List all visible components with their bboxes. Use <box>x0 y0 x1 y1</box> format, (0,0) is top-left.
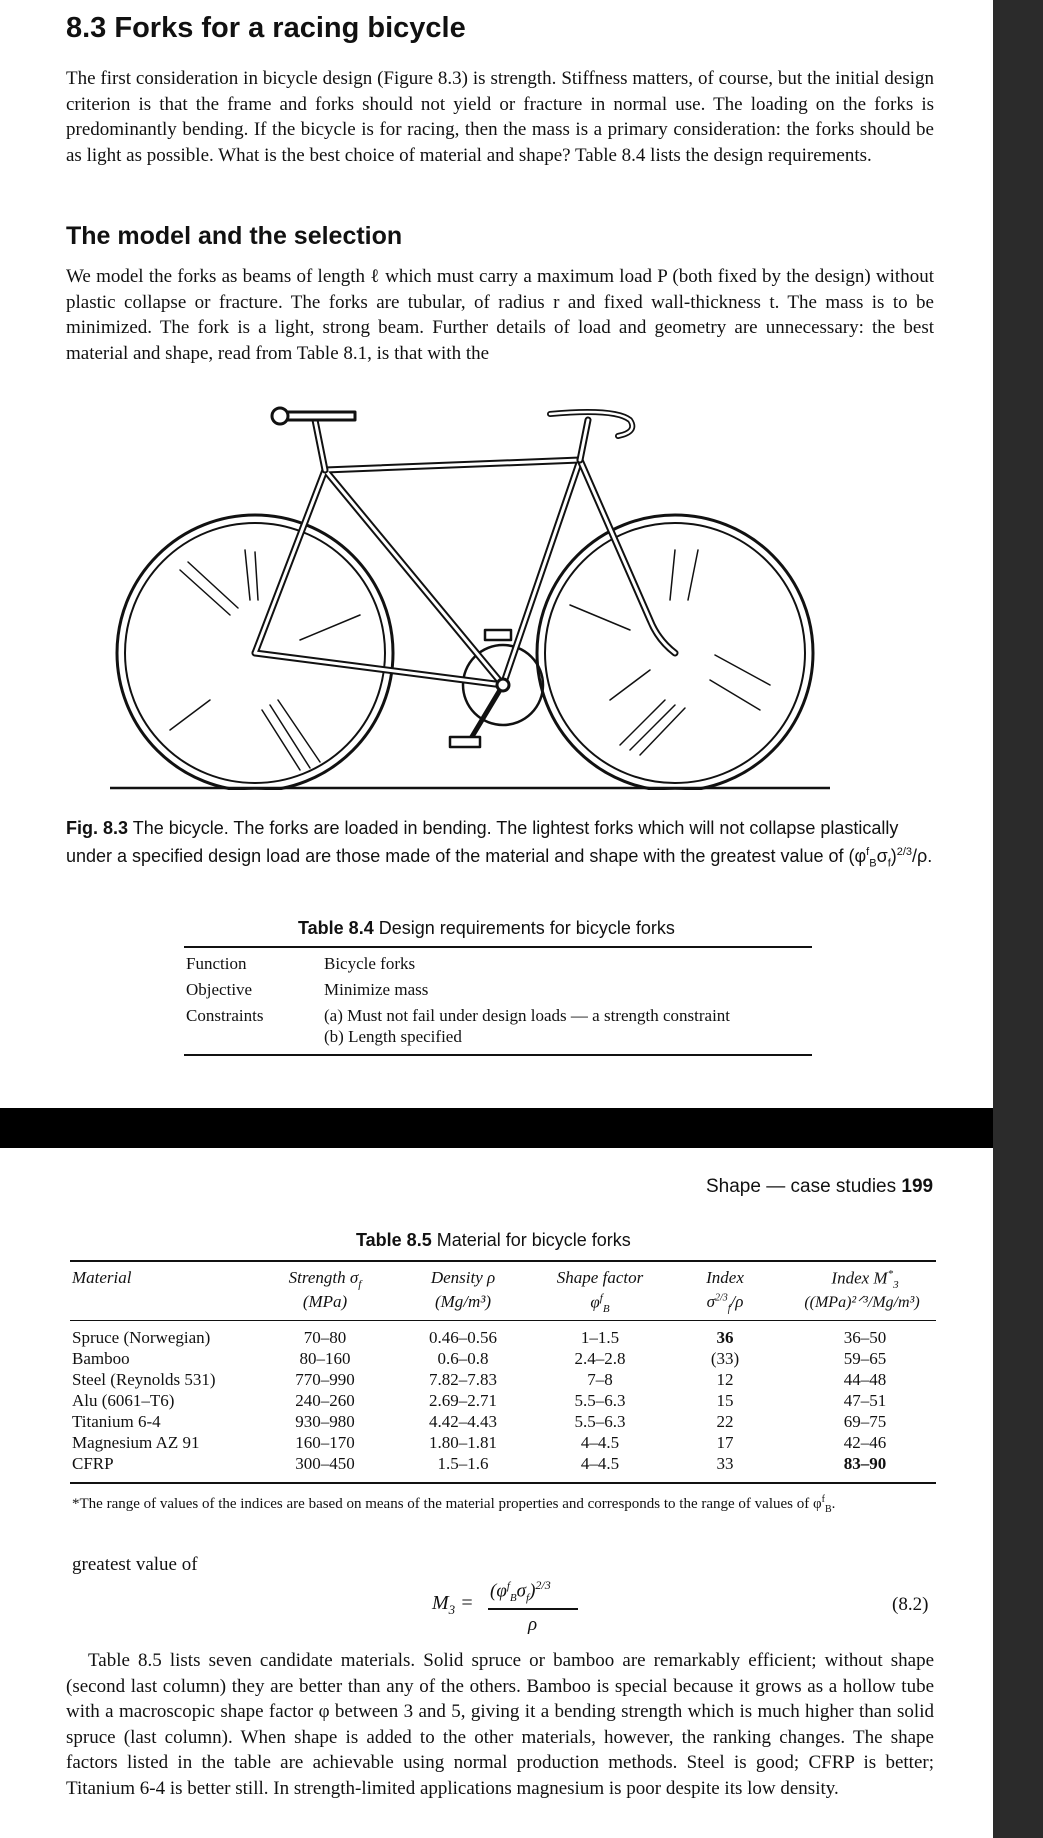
table85-cell-strength: 160–170 <box>295 1433 355 1452</box>
section-title: 8.3 Forks for a racing bicycle <box>66 12 466 44</box>
caption-close: ) <box>890 846 897 866</box>
header-index-sub: f <box>727 1303 731 1315</box>
table85-top-rule <box>70 1260 936 1262</box>
eq-num-sigma-sub: f <box>526 1592 530 1605</box>
header-shape-sup: f <box>599 1292 603 1304</box>
table84-bottom-rule <box>184 1054 812 1056</box>
table85-cell-index-m3: 36–50 <box>843 1328 887 1347</box>
right-dark-margin <box>993 0 1043 1838</box>
header-index: Index <box>706 1268 744 1287</box>
intro-paragraph: The first consideration in bicycle design (Figure 8.3) is strength. Stiffness matters, of course, but the initial design criterion is that the frame and forks should not yield or fracture in normal use. The loading on the forks is predominantly bending. If the bicycle is for racing, then the mass is a primary consideration: the forks should be as light as possible. What is the best choice of material and shape? Table 8.4 lists the design requirements. <box>66 68 934 166</box>
footnote-sup: f <box>821 1494 825 1505</box>
table85-cell-index: 17 <box>716 1433 734 1452</box>
table84-title: Design requirements for bicycle forks <box>378 918 675 938</box>
table85-cell-strength: 770–990 <box>295 1370 355 1389</box>
table85-cell-index-m3: 42–46 <box>843 1433 887 1452</box>
header-index-sigma: σ <box>706 1292 715 1311</box>
header-shape-sub: B <box>602 1303 610 1316</box>
table85-cell-strength: 240–260 <box>295 1391 355 1410</box>
table85-cell-shape-factor: 5.5–6.3 <box>574 1412 626 1431</box>
eq-num-sup: f <box>506 1580 510 1592</box>
table85-cell-density: 0.6–0.8 <box>437 1349 489 1368</box>
header-material: Material <box>72 1268 132 1287</box>
header-strength-line1: Strength σ <box>288 1268 359 1287</box>
table84-value-objective: Minimize mass <box>324 980 429 999</box>
table84-key-constraints: Constraints <box>186 1006 264 1025</box>
pedal-upper <box>485 630 511 640</box>
eq-num-open: (φ <box>490 1580 507 1602</box>
equation-denominator: ρ <box>528 1614 538 1635</box>
figure-caption-label: Fig. 8.3 <box>66 818 129 838</box>
equation-lhs <box>432 1592 474 1618</box>
eq-num-sub: B <box>509 1592 517 1605</box>
table84-key-function: Function <box>186 954 247 973</box>
bottom-bracket <box>497 679 509 691</box>
header-m3-sub: 3 <box>893 1279 899 1292</box>
caption-rho: /ρ. <box>912 846 933 866</box>
frame <box>255 460 580 685</box>
table85-cell-index: 33 <box>716 1454 734 1473</box>
figure-caption: Fig. 8.3 The bicycle. The forks are loaded in bending. The lightest forks which will not collapse plastically under a specified design load are those made of the material and shape with the greatest value of $(\varphi^f_B\sigma_f)^{2/3}/\rho$. <box>66 818 933 870</box>
header-shape-phi: φ <box>590 1292 600 1312</box>
footnote-sub: B <box>824 1504 832 1515</box>
page-number: 199 <box>901 1176 934 1197</box>
eq-num-close: ) <box>529 1580 536 1602</box>
header-strength-sub: f <box>358 1278 362 1291</box>
table85-cell-index: 22 <box>716 1412 734 1431</box>
table85-header-rule <box>70 1320 936 1321</box>
closing-paragraph: Table 8.5 lists seven candidate materials. Solid spruce or bamboo are remarkably efficient; without shape (second last column) they are better than any of the others. Bamboo is special because it grows as a hollow tube with a macroscopic shape factor φ between 3 and 5, giving it a bending strength which is much higher than solid spruce (last column). When shape is added to the other materials, however, the ranking changes. The shape factors listed in the table are achievable using normal production methods. Steel is good; CFRP is better; Titanium 6-4 is better still. In strength-limited applications magnesium is poor despite its low density. <box>66 1650 934 1799</box>
table85-cell-shape-factor: 4–4.5 <box>580 1433 620 1452</box>
header-m3-text: Index M <box>831 1268 888 1288</box>
equation-number: (8.2) <box>892 1594 929 1615</box>
pedal-lower <box>450 737 480 747</box>
table85-cell-material: Alu (6061–T6) <box>72 1391 175 1410</box>
table85-cell-index-m3: 83–90 <box>843 1454 887 1473</box>
book-page-lower <box>0 1148 993 1838</box>
table85-cell-index-m3: 47–51 <box>843 1391 887 1410</box>
header-strength <box>270 1268 380 1290</box>
table85-cell-shape-factor: 2.4–2.8 <box>574 1349 626 1368</box>
model-paragraph: We model the forks as beams of length ℓ which must carry a maximum load P (both fixed by the design) without plastic collapse or fracture. The forks are tubular, of radius r and fixed wall-thickness t. The mass is to be minimized. The fork is a light, strong beam. Further details of load and geometry are unnecessary: the best material and shape, read from Table 8.1, is that with the <box>66 266 934 364</box>
table84-value-function: Bicycle forks <box>324 954 416 973</box>
eq-num-exp: 2/3 <box>535 1578 551 1592</box>
footnote-text: *The range of values of the indices are based on means of the material properties and corresponds to the range of values of φ <box>72 1496 822 1512</box>
eq-m-sub: 3 <box>448 1602 456 1617</box>
table85-cell-shape-factor: 5.5–6.3 <box>574 1391 626 1410</box>
header-density-unit: (Mg/m³) <box>434 1292 492 1311</box>
header-shape-factor: Shape factor <box>556 1268 644 1287</box>
header-m3-sup: * <box>887 1268 894 1280</box>
table85-cell-density: 2.69–2.71 <box>429 1391 497 1410</box>
table85-cell-density: 1.5–1.6 <box>437 1454 489 1473</box>
table85-cell-shape-factor: 1–1.5 <box>580 1328 620 1347</box>
table85-cell-index-m3: 69–75 <box>843 1412 887 1431</box>
equation-numerator <box>490 1578 551 1604</box>
equation-fraction-bar <box>488 1608 578 1610</box>
table85-cell-material: Spruce (Norwegian) <box>72 1328 211 1347</box>
table85-footnote <box>72 1490 938 1520</box>
eq-equals: = <box>460 1592 474 1614</box>
table85-cell-shape-factor: 4–4.5 <box>580 1454 620 1473</box>
table85-cell-material: Steel (Reynolds 531) <box>72 1370 216 1389</box>
header-shape-symbol <box>540 1292 660 1315</box>
table84-top-rule <box>184 946 812 948</box>
table85-cell-index: (33) <box>710 1349 740 1368</box>
table85-title: Material for bicycle forks <box>436 1230 631 1250</box>
table85-cell-index: 12 <box>716 1370 734 1389</box>
subsection-title: The model and the selection <box>66 222 403 250</box>
table85-cell-index: 36 <box>716 1328 734 1347</box>
table84-value-constraint-a: (a) Must not fail under design loads — a strength constraint <box>324 1006 731 1025</box>
table85-cell-material: Titanium 6-4 <box>72 1412 161 1431</box>
table85-caption <box>356 1230 631 1251</box>
figure-caption-text: The bicycle. The forks are loaded in bending. The lightest forks which will not collapse plastically under a specified design load are those made of the material and shape with the greatest value of (φ <box>66 818 899 866</box>
eq-m: M <box>432 1592 449 1614</box>
running-header-text: Shape — case studies <box>706 1176 897 1197</box>
table85-cell-density: 7.82–7.83 <box>429 1370 497 1389</box>
header-strength-unit: (MPa) <box>302 1292 348 1311</box>
table85-cell-density: 0.46–0.56 <box>429 1328 497 1347</box>
table85-cell-index: 15 <box>716 1391 734 1410</box>
table84-caption <box>298 918 675 939</box>
header-index-formula <box>690 1292 760 1314</box>
table85-label: Table 8.5 <box>356 1230 432 1250</box>
table85-cell-shape-factor: 7–8 <box>587 1370 613 1389</box>
table84-label: Table 8.4 <box>298 918 374 938</box>
header-index-sup: 2/3 <box>714 1292 728 1304</box>
bicycle-figure <box>110 400 830 790</box>
table85-cell-strength: 930–980 <box>295 1412 355 1431</box>
table85-cell-strength: 80–160 <box>299 1349 351 1368</box>
running-header <box>706 1176 933 1198</box>
table84-value-constraint-b: (b) Length specified <box>324 1027 462 1046</box>
table85-cell-material: Bamboo <box>72 1349 130 1368</box>
footnote-end: . <box>831 1496 836 1512</box>
table84-key-objective: Objective <box>186 980 253 999</box>
header-index-m3 <box>790 1268 940 1291</box>
table85-cell-material: Magnesium AZ 91 <box>72 1433 200 1452</box>
eq-num-sigma: σ <box>516 1580 527 1602</box>
table85-cell-index-m3: 59–65 <box>843 1349 887 1368</box>
header-density: Density ρ <box>430 1268 496 1287</box>
header-index-tail: /ρ <box>730 1292 744 1311</box>
table85-cell-density: 4.42–4.43 <box>429 1412 497 1431</box>
table85-cell-strength: 70–80 <box>303 1328 347 1347</box>
greatest-value-text: greatest value of <box>72 1554 198 1575</box>
table85-bottom-rule <box>70 1482 936 1484</box>
table85-cell-density: 1.80–1.81 <box>429 1433 497 1452</box>
caption-sigma: σ <box>876 846 888 866</box>
table85-cell-material: CFRP <box>72 1454 114 1473</box>
caption-exp: 2/3 <box>896 846 913 858</box>
header-m3-unit: ((MPa)²ᐟ³/Mg/m³) <box>804 1294 920 1311</box>
table85-cell-index-m3: 44–48 <box>843 1370 887 1389</box>
table85-cell-strength: 300–450 <box>295 1454 355 1473</box>
